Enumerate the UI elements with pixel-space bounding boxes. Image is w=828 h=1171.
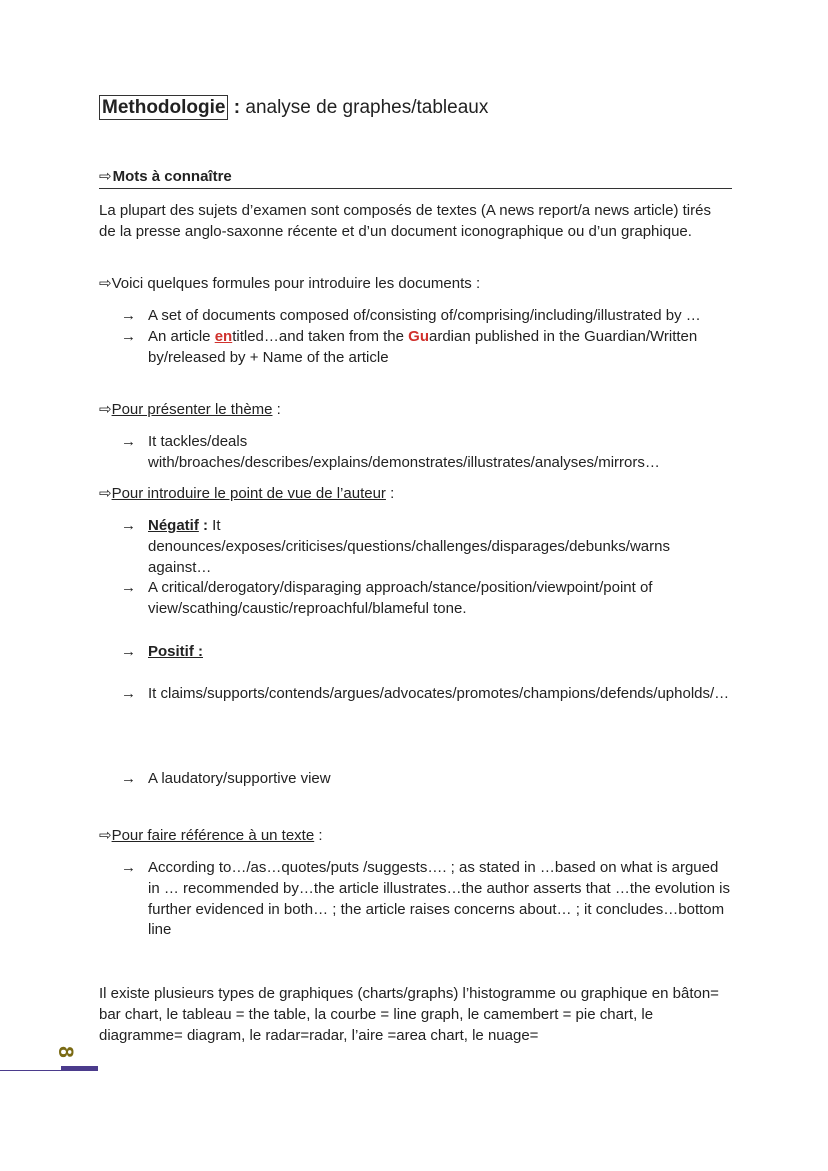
arrow-right-icon: ⇨ bbox=[99, 275, 112, 292]
section-heading bbox=[99, 167, 732, 189]
arrow-bullet-icon: → bbox=[121, 770, 136, 787]
section-heading-text: Mots à connaître bbox=[112, 168, 232, 185]
page-title bbox=[99, 97, 488, 119]
list-item-text-pre: An article bbox=[148, 327, 215, 345]
viewpoint-positive-label-list bbox=[121, 642, 731, 663]
theme-lead bbox=[99, 400, 281, 420]
list-item-text: A critical/derogatory/disparaging approach/stance/position/viewpoint/point of view/scathing/caustic/reproachful/blameful tone. bbox=[148, 579, 653, 618]
viewpoint-positive-list-2 bbox=[121, 769, 731, 790]
title-boxed-word: Methodologie bbox=[99, 95, 228, 120]
arrow-bullet-icon: → bbox=[121, 859, 136, 876]
list-item-text-mid: titled…and taken from the bbox=[232, 327, 409, 345]
list-item bbox=[121, 769, 731, 790]
list-item-text: A laudatory/supportive view bbox=[148, 770, 331, 787]
viewpoint-negative-list bbox=[121, 516, 731, 620]
viewpoint-lead bbox=[99, 484, 394, 504]
negative-colon: : bbox=[198, 517, 209, 534]
list-item bbox=[121, 327, 731, 369]
list-item-text: It denounces/exposes/criticises/questions/challenges/disparages/debunks/warns against… bbox=[148, 517, 670, 576]
list-item bbox=[121, 306, 731, 327]
arrow-bullet-icon: → bbox=[121, 685, 136, 702]
positive-label: Positif : bbox=[148, 643, 203, 660]
negative-label: Négatif bbox=[148, 517, 199, 534]
footer-accent-bar bbox=[61, 1066, 98, 1071]
list-item-text: It tackles/deals with/broaches/describes/explains/demonstrates/illustrates/analyses/mirrors… bbox=[148, 433, 660, 471]
page-number: 8 bbox=[53, 1046, 77, 1058]
viewpoint-lead-text: Pour introduire le point de vue de l’auteur bbox=[111, 485, 386, 502]
arrow-right-icon: ⇨ bbox=[99, 401, 112, 418]
arrow-right-icon: ⇨ bbox=[99, 827, 112, 844]
list-item bbox=[121, 642, 731, 663]
intro-docs-list bbox=[121, 306, 731, 368]
viewpoint-lead-colon: : bbox=[385, 485, 395, 502]
arrow-right-icon: ⇨ bbox=[99, 485, 112, 502]
arrow-right-icon: ⇨ bbox=[99, 168, 112, 185]
arrow-bullet-icon: → bbox=[121, 433, 136, 450]
graphs-paragraph: Il existe plusieurs types de graphiques (charts/graphs) l’histogramme ou graphique en bâton= bar chart, le tableau = the table, la courbe = line graph, le camembert = pie chart, le diagramme= diagram, le radar=radar, l’aire =area chart, le nuage= bbox=[99, 985, 719, 1044]
reference-lead-text: Pour faire référence à un texte bbox=[111, 827, 315, 844]
list-item bbox=[121, 516, 731, 578]
list-item bbox=[121, 578, 731, 620]
reference-lead bbox=[99, 826, 323, 846]
reference-list bbox=[121, 858, 731, 941]
arrow-bullet-icon: → bbox=[121, 643, 136, 660]
list-item bbox=[121, 684, 731, 705]
title-separator: : bbox=[228, 97, 241, 118]
arrow-bullet-icon: → bbox=[121, 307, 136, 324]
list-item-text-post: ardian published in the Guardian/Written by/released by + Name of the article bbox=[148, 327, 698, 366]
list-item-text: It claims/supports/contends/argues/advocates/promotes/champions/defends/upholds/… bbox=[148, 685, 730, 702]
title-rest: analyse de graphes/tableaux bbox=[240, 97, 489, 118]
reference-lead-colon: : bbox=[314, 827, 323, 844]
highlight-en: en bbox=[214, 327, 233, 345]
intro-paragraph: La plupart des sujets d’examen sont composés de textes (A news report/a news article) tirés de la presse anglo-saxonne récente et d’un document iconographique ou d’un graphique. bbox=[99, 202, 711, 240]
list-item-text: A set of documents composed of/consisting of/comprising/including/illustrated by … bbox=[148, 307, 701, 324]
intro-docs-lead bbox=[99, 274, 480, 294]
viewpoint-positive-list bbox=[121, 684, 731, 705]
arrow-bullet-icon: → bbox=[121, 327, 136, 345]
list-item bbox=[121, 432, 731, 474]
list-item bbox=[121, 858, 731, 941]
arrow-bullet-icon: → bbox=[121, 579, 136, 597]
theme-list bbox=[121, 432, 731, 474]
theme-lead-colon: : bbox=[272, 401, 281, 418]
theme-lead-text: Pour présenter le thème bbox=[111, 401, 273, 418]
highlight-gu: Gu bbox=[408, 327, 429, 345]
arrow-bullet-icon: → bbox=[121, 517, 136, 534]
list-item-text: According to…/as…quotes/puts /suggests…. ; as stated in …based on what is argued in … recommended by…the article illustrates…the author asserts that …the evolution is further evidenced in both… ; the article raises concerns about… ; it concludes…bottom line bbox=[148, 859, 730, 939]
intro-docs-lead-text: Voici quelques formules pour introduire les documents : bbox=[111, 275, 481, 292]
